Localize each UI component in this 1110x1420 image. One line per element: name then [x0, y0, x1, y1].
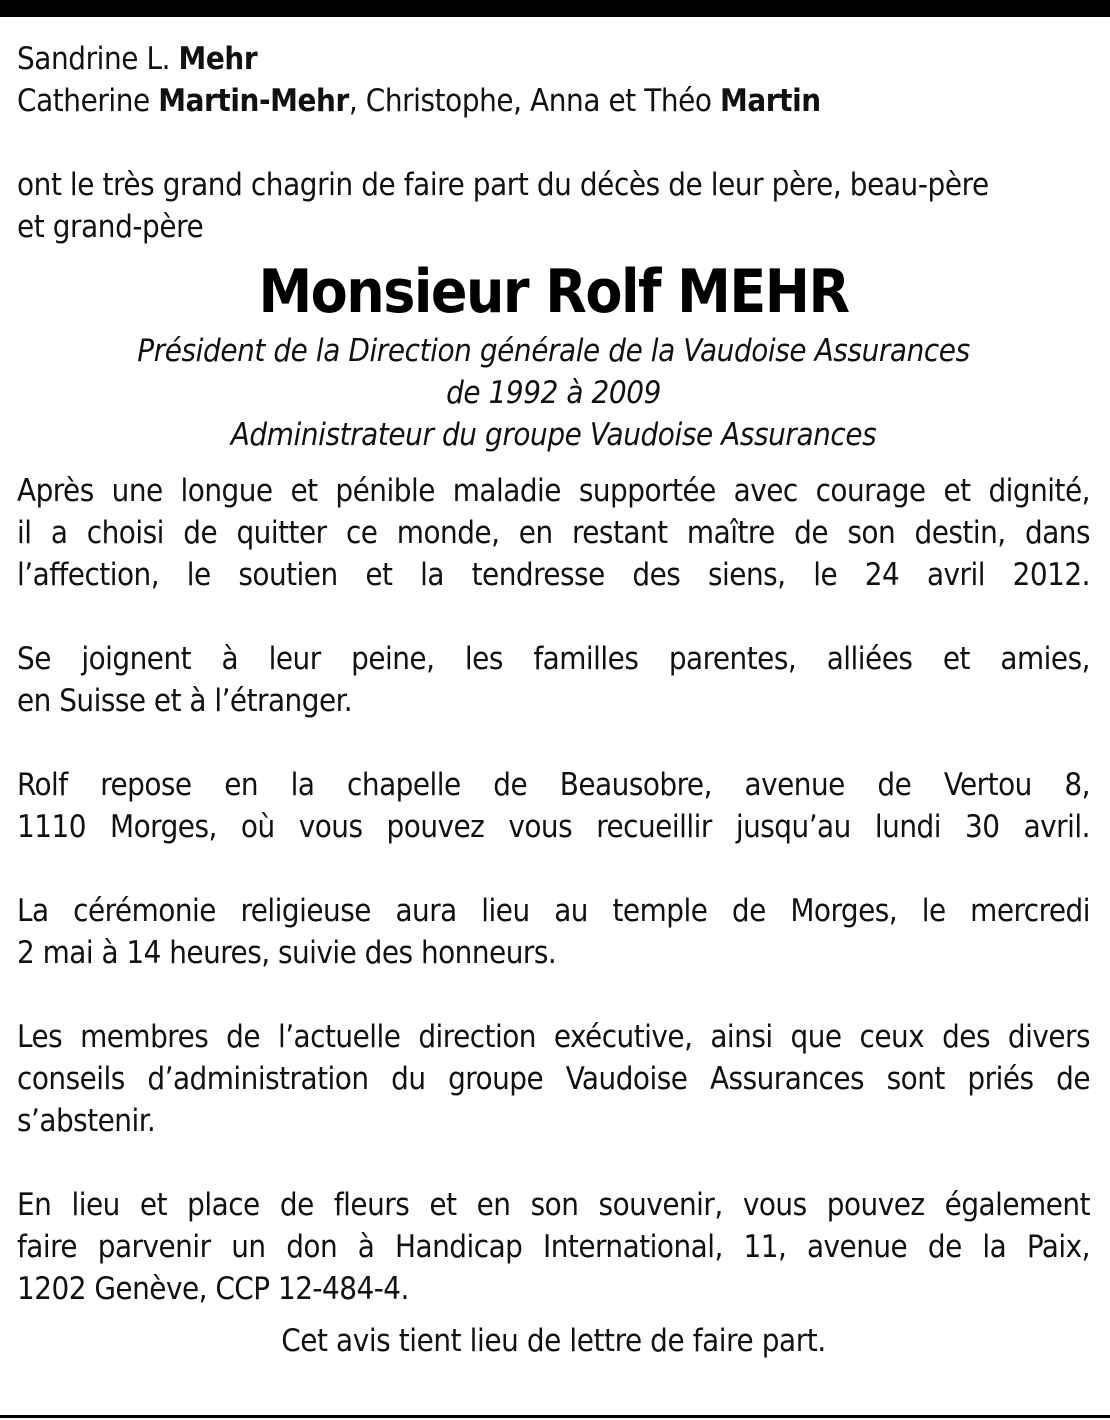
deceased-titles [17, 330, 1090, 456]
paragraph-line: La cérémonie religieuse aura lieu au temple de Morges, le mercredi [17, 893, 1090, 929]
obituary-notice [17, 38, 1090, 1362]
announcement-intro [17, 164, 1090, 248]
paragraph-repose [17, 764, 1090, 848]
deceased-name: Monsieur Rolf MEHR [258, 257, 849, 327]
family-surname: Martin [720, 83, 821, 119]
paragraph-line: Se joignent à leur peine, les familles parentes, alliées et amies, [17, 641, 1090, 677]
paragraph-line: il a choisi de quitter ce monde, en restant maître de son destin, dans [17, 515, 1090, 551]
paragraph-line: s’abstenir. [17, 1103, 156, 1139]
paragraph-line: faire parvenir un don à Handicap International, 11, avenue de la Paix, [17, 1229, 1090, 1265]
paragraph-line: 1110 Morges, où vous pouvez vous recueillir jusqu’au lundi 30 avril. [17, 809, 1090, 845]
paragraph-line: conseils d’administration du groupe Vaudoise Assurances sont priés de [17, 1061, 1090, 1097]
family-name-continuation: , Christophe, Anna et Théo [348, 83, 721, 119]
intro-line: et grand-père [17, 209, 204, 245]
family-line-1 [17, 38, 1090, 80]
family-surname: Mehr [178, 41, 258, 77]
title-line: de 1992 à 2009 [446, 375, 661, 411]
paragraph-death [17, 470, 1090, 596]
closing-note: Cet avis tient lieu de lettre de faire part. [281, 1323, 826, 1359]
paragraph-line: Les membres de l’actuelle direction exécutive, ainsi que ceux des divers [17, 1019, 1090, 1055]
paragraph-line: l’affection, le soutien et la tendresse des siens, le 24 avril 2012. [17, 557, 1090, 593]
title-line: Président de la Direction générale de la Vaudoise Assurances [137, 333, 970, 369]
family-line-2 [17, 80, 1090, 122]
paragraph-line: 1202 Genève, CCP 12-484-4. [17, 1271, 409, 1307]
title-line: Administrateur du groupe Vaudoise Assurances [230, 417, 877, 453]
bottom-border-rule [0, 1415, 1110, 1418]
paragraph-line: Rolf repose en la chapelle de Beausobre, avenue de Vertou 8, [17, 767, 1090, 803]
paragraph-line: 2 mai à 14 heures, suivie des honneurs. [17, 935, 557, 971]
paragraph-line: En lieu et place de fleurs et en son souvenir, vous pouvez également [17, 1187, 1090, 1223]
paragraph-ceremony [17, 890, 1090, 974]
paragraph-families [17, 638, 1090, 722]
family-name-prefix: Catherine [17, 83, 159, 119]
family-surname: Martin-Mehr [158, 83, 349, 119]
paragraph-line: en Suisse et à l’étranger. [17, 683, 353, 719]
top-border-rule [0, 0, 1110, 17]
family-name-prefix: Sandrine L. [17, 41, 179, 77]
paragraph-abstain [17, 1016, 1090, 1142]
paragraph-line: Après une longue et pénible maladie supportée avec courage et dignité, [17, 473, 1090, 509]
paragraph-donation [17, 1184, 1090, 1310]
intro-line: ont le très grand chagrin de faire part du décès de leur père, beau-père [17, 167, 989, 203]
